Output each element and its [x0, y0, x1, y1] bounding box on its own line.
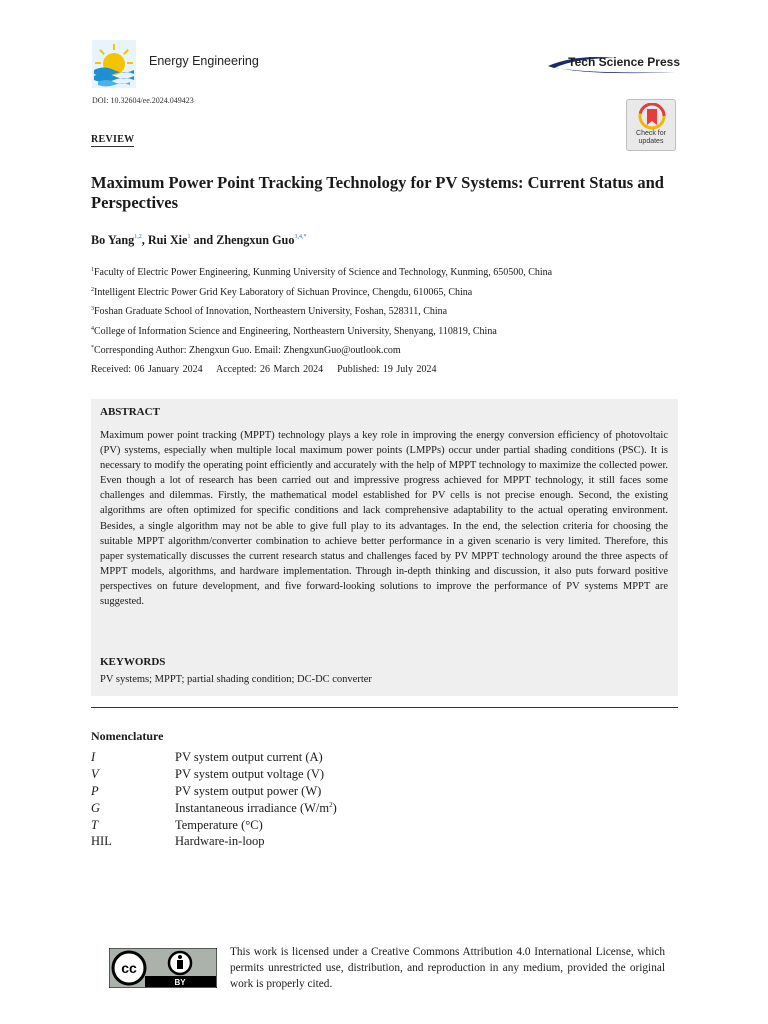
nomenclature-row	[91, 767, 411, 784]
by-label: BY	[174, 978, 186, 987]
author-affiliation-mark[interactable]: 1,2	[134, 234, 142, 240]
abstract-text: Maximum power point tracking (MPPT) technology plays a key role in improving the energy conversion efficiency of photovoltaic (PV) systems, especially when multiple local maximum power points (LMPPs) occur under partial shading conditions (PSC). It is necessary to modify the operating point efficiently and accurately with the help of MPPT technology to maximize the collected power. Even though a lot of research has been carried out and impressive progress achieved for MPPT technology, it still faces some challenges and dilemmas. Firstly, the mathematical model established for PV cells is not precise enough. Second, the existing algorithms are often optimized for specific conditions and lack comprehensive adaptability to the actual operating environment. Besides, a single algorithm may not be able to give full play to its advantages. In the end, the selection criteria for choosing the suitable MPPT algorithm/converter combination to achieve better performance in a given scenario is very limited. Therefore, this paper systematically discusses the current research status and challenges faced by PV MPPT technology around the three aspects of MPPT models, algorithms, and hardware implementation. Through in-depth thinking and discussion, it also puts forward positive perspectives on future development, and five forward-looking solutions to improve the performance of PV systems MPPT are suggested.	[100, 430, 668, 608]
cc-by-license-icon[interactable]	[109, 948, 217, 988]
affiliation-text: Corresponding Author: Zhengxun Guo. Email: ZhengxunGuo@outlook.com	[94, 345, 401, 356]
nomenclature-description: PV system output power (W)	[175, 784, 322, 798]
affiliation-text: Faculty of Electric Power Engineering, Kunming University of Science and Technology, Kunming, 650500, China	[94, 267, 553, 278]
nomenclature-row	[91, 801, 411, 818]
badge-label: Check for updates	[636, 130, 666, 145]
nomenclature-description: PV system output current (A)	[175, 750, 323, 764]
bookmark-icon	[637, 103, 667, 131]
superscript: 2	[329, 801, 333, 809]
nomenclature-symbol: V	[91, 767, 99, 781]
nomenclature-symbol: I	[91, 750, 96, 764]
nomenclature-row	[91, 750, 411, 767]
nomenclature-description: Temperature (°C)	[175, 818, 263, 832]
check-for-updates-button[interactable]	[626, 99, 676, 151]
nomenclature-symbol: HIL	[91, 834, 112, 848]
nomenclature-symbol: G	[91, 801, 101, 815]
affiliation-text: Foshan Graduate School of Innovation, Northeastern University, Foshan, 528311, China	[94, 306, 448, 317]
publisher-logo	[546, 52, 680, 76]
license-text: This work is licensed under a Creative Commons Attribution 4.0 International License, which permits unrestricted use, distribution, and reproduction in any medium, provided the original work is properly cited.	[230, 946, 665, 990]
affiliation-text: Intelligent Electric Power Grid Key Laboratory of Sichuan Province, Chengdu, 610065, China	[94, 287, 473, 298]
nomenclature-row	[91, 784, 411, 801]
affiliation-mark: 3	[91, 306, 94, 312]
nomenclature-description: PV system output voltage (V)	[175, 767, 325, 781]
author-separator: and	[190, 233, 217, 247]
nomenclature-heading: Nomenclature	[91, 729, 164, 743]
affiliation	[91, 267, 552, 278]
abstract-heading: ABSTRACT	[100, 406, 160, 418]
author-affiliation-mark[interactable]: 3,4,*	[294, 234, 307, 240]
nomenclature-description	[175, 801, 337, 816]
publisher-name: Tech Science Press	[568, 55, 680, 69]
affiliation-text: College of Information Science and Engineering, Northeastern University, Shenyang, 110819, China	[94, 326, 497, 337]
affiliation	[91, 287, 472, 298]
author-list	[91, 233, 306, 248]
affiliation-mark: *	[91, 345, 94, 351]
keywords-text: PV systems; MPPT; partial shading condition; DC-DC converter	[100, 674, 372, 685]
nomenclature-symbol: P	[91, 784, 99, 798]
description-text: Instantaneous irradiance (W/m	[175, 801, 330, 816]
author-name: Zhengxun Guo	[216, 233, 295, 247]
author-affiliation-mark[interactable]: 1	[187, 234, 191, 240]
publication-dates: Received: 06 January 2024 Accepted: 26 March 2024 Published: 19 July 2024	[91, 364, 437, 375]
affiliation-mark: 1	[91, 267, 94, 273]
doi-text[interactable]: DOI: 10.32604/ee.2024.049423	[92, 96, 194, 105]
article-title: Maximum Power Point Tracking Technology for PV Systems: Current Status and Perspectives	[91, 173, 664, 212]
nomenclature-row	[91, 834, 411, 851]
nomenclature-description: Hardware-in-loop	[175, 834, 265, 848]
author-name: Rui Xie	[147, 233, 188, 247]
keywords-heading: KEYWORDS	[100, 656, 166, 668]
cc-label: cc	[121, 960, 137, 976]
section-label: REVIEW	[91, 134, 135, 145]
journal-name: Energy Engineering	[149, 54, 259, 68]
affiliation-mark: 4	[91, 326, 94, 332]
description-suffix: )	[332, 801, 337, 816]
affiliation-mark: 2	[91, 287, 94, 293]
affiliation	[91, 306, 447, 317]
nomenclature-symbol: T	[91, 818, 98, 832]
affiliation	[91, 326, 497, 337]
divider	[91, 707, 678, 708]
nomenclature-row	[91, 818, 411, 835]
journal-logo-icon	[92, 40, 136, 88]
author-name: Bo Yang	[91, 233, 135, 247]
author-separator: ,	[141, 233, 148, 247]
corresponding-author	[91, 345, 401, 356]
